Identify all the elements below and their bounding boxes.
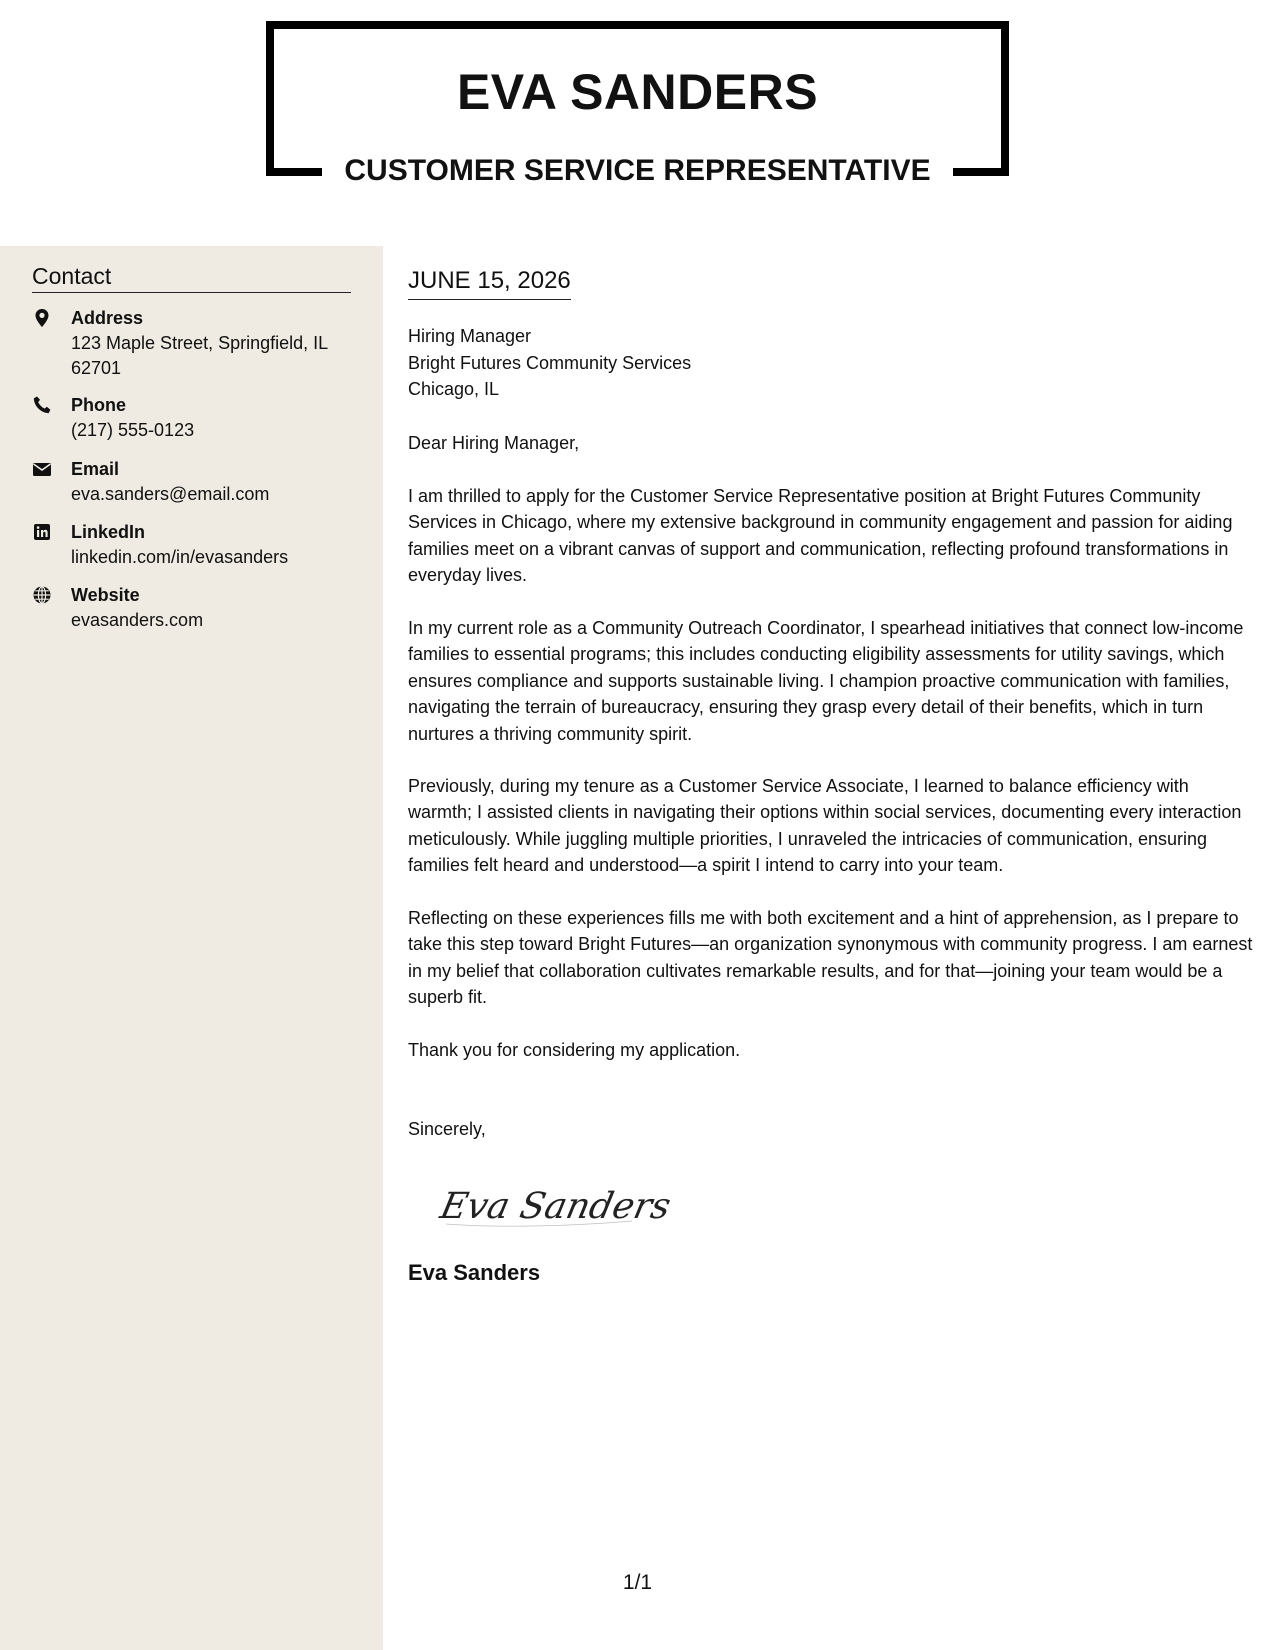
recipient-name: Hiring Manager — [408, 326, 532, 346]
salutation: Dear Hiring Manager, — [408, 433, 580, 453]
website-label: Website — [71, 585, 140, 605]
paragraph-previous-role: Previously, during my tenure as a Customer Service Associate, I learned to balance efficiency with warmth; I assisted clients in navigating their options within social services, documenting every interaction meticulously. While juggling multiple priorities, I unraveled the intricacies of communication, ensuring families felt heard and understood—a spirit I intend to carry into your team. — [408, 776, 1242, 876]
website-value: evasanders.com — [71, 610, 204, 630]
phone-value: (217) 555-0123 — [71, 420, 195, 440]
email-label: Email — [71, 459, 120, 479]
address-value: 123 Maple Street, Springfield, IL 62701 — [71, 333, 328, 378]
linkedin-icon — [32, 522, 52, 542]
paragraph-intro: I am thrilled to apply for the Customer Service Representative position at Bright Futures Community Services in Chicago, where my extensive background in community engagement and passion for aiding families meet on a vibrant canvas of support and communication, reflecting profound transformations in everyday lives. — [408, 486, 1233, 586]
paragraph-thanks: Thank you for considering my application. — [408, 1040, 741, 1060]
linkedin-value: linkedin.com/in/evasanders — [71, 547, 289, 567]
paragraph-reflection: Reflecting on these experiences fills me with both excitement and a hint of apprehension, as I prepare to take this step toward Bright Futures—an organization synonymous with community progress. I am earnest in my belief that collaboration cultivates remarkable results, and for that—joining your team would be a superb fit. — [408, 908, 1253, 1008]
contact-sidebar — [0, 246, 383, 1650]
globe-icon — [32, 585, 52, 605]
signature-text: Eva Sanders — [436, 1184, 675, 1227]
frame-top-border — [266, 21, 1009, 29]
recipient-block — [408, 323, 691, 403]
envelope-icon — [32, 459, 52, 479]
phone-icon — [32, 395, 52, 415]
job-title: CUSTOMER SERVICE REPRESENTATIVE — [344, 154, 931, 187]
applicant-name: EVA SANDERS — [456, 64, 819, 120]
signer-name: Eva Sanders — [408, 1260, 541, 1285]
address-label: Address — [71, 308, 144, 328]
page-number: 1/1 — [622, 1571, 653, 1594]
email-value: eva.sanders@email.com — [71, 484, 270, 504]
closing: Sincerely, — [408, 1119, 486, 1139]
map-pin-icon — [32, 308, 52, 328]
paragraph-current-role: In my current role as a Community Outreach Coordinator, I spearhead initiatives that connect low-income families to essential programs; this includes conducting eligibility assessments for utility savings, which ensures compliance and supports sustainable living. I champion proactive communication with families, navigating the terrain of bureaucracy, ensuring they grasp every detail of their benefits, which in turn nurtures a thriving community spirit. — [408, 618, 1244, 744]
phone-label: Phone — [71, 395, 127, 415]
linkedin-label: LinkedIn — [71, 522, 146, 542]
recipient-organization: Bright Futures Community Services — [408, 352, 692, 373]
letter-date: JUNE 15, 2026 — [408, 266, 571, 300]
handwritten-signature — [436, 1174, 675, 1234]
recipient-location: Chicago, IL — [408, 379, 500, 399]
contact-heading: Contact — [32, 262, 351, 293]
